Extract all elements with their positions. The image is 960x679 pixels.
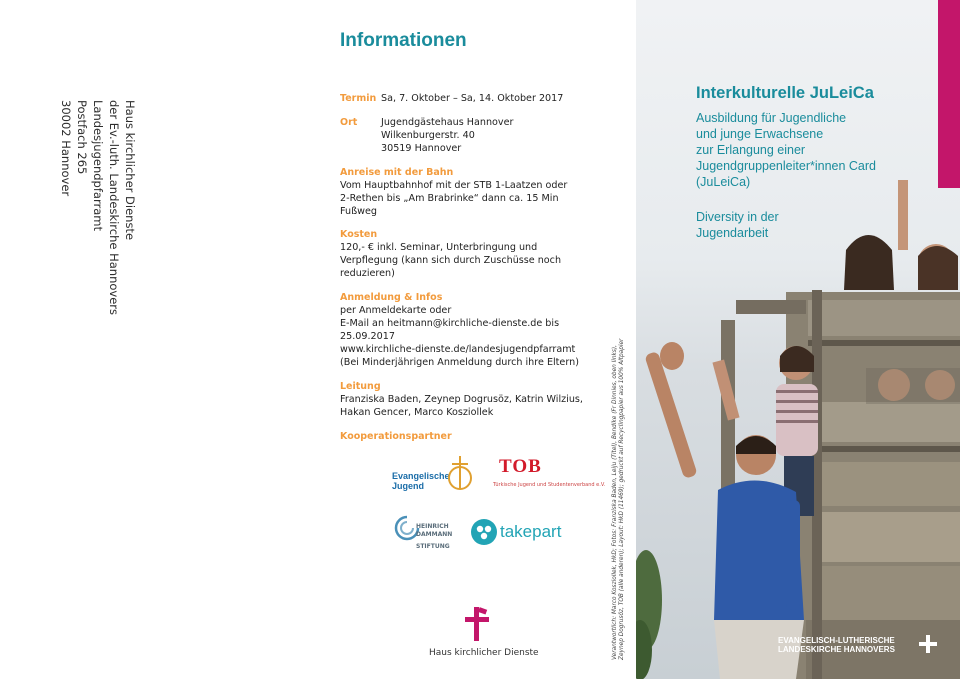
cover-subtitle (696, 110, 876, 190)
kosten-label: Kosten (340, 229, 378, 240)
anmeldung-line: per Anmeldekarte oder (340, 305, 452, 316)
ort-line: Jugendgästehaus Hannover (381, 117, 514, 128)
photo-credits (612, 320, 626, 660)
subtitle-line: und junge Erwachsene (696, 127, 824, 141)
heinrich-dammann-stiftung-logo (394, 513, 464, 555)
tob-text: TOB (499, 456, 542, 477)
anmeldung-line: www.kirchliche-dienste.de/landesjugendpfarramt (340, 344, 576, 355)
info-title: Informationen (340, 30, 467, 51)
credits-line: Verantwortlich: Marco Kosziollek, HkD; Fotos: Franziska Baden, Leiju (Titel), Bendike (Fr Dinnies, oben links), (612, 344, 618, 660)
kooperation-label: Kooperationspartner (340, 431, 452, 442)
ej-line-1: Evangelische (392, 471, 450, 481)
hkd-text: Haus kirchlicher Dienste (429, 648, 539, 658)
leitung-line: Franziska Baden, Zeynep Dogrusöz, Katrin Wilzius, (340, 394, 583, 405)
elk-line-2: LANDESKIRCHE HANNOVERS (778, 645, 895, 654)
anreise-text (340, 179, 567, 218)
anmeldung-line: (Bei Minderjährigen Anmeldung durch ihre Eltern) (340, 357, 579, 368)
cover-title: Interkulturelle JuLeiCa (696, 84, 874, 102)
ort-value (381, 116, 513, 155)
termin-value: Sa, 7. Oktober – Sa, 14. Oktober 2017 (381, 93, 564, 104)
anmeldung-line: E-Mail an heitmann@kirchliche-dienste.de bis (340, 318, 560, 329)
anmeldung-line: 25.09.2017 (340, 331, 395, 342)
cover-diversity (696, 209, 779, 241)
address-line: Postfach 265 (75, 100, 89, 175)
anreise-line: Fußweg (340, 206, 377, 217)
subtitle-line: Jugendgruppenleiter*innen Card (696, 159, 876, 173)
subtitle-line: zur Erlangung einer (696, 143, 806, 157)
anreise-line: Vom Hauptbahnhof mit der STB 1-Laatzen oder (340, 180, 568, 191)
ej-line-2: Jugend (392, 481, 425, 491)
landeskirche-cross-icon (918, 634, 938, 654)
evangelische-jugend-logo (392, 454, 482, 496)
elk-line-1: EVANGELISCH-LUTHERISCHE (778, 636, 895, 645)
takepart-logo (470, 518, 570, 548)
hbs-line-3: STIFTUNG (416, 543, 450, 550)
kosten-line: 120,- € inkl. Seminar, Unterbringung und (340, 242, 538, 253)
hbs-line-2: DAMMANN (416, 531, 453, 538)
anmeldung-label: Anmeldung & Infos (340, 292, 443, 303)
diversity-line: Diversity in der (696, 210, 779, 224)
hbs-line-1: HEINRICH (416, 523, 449, 530)
hkd-cross-icon (463, 605, 491, 643)
leitung-text (340, 393, 583, 419)
tob-subtitle: Türkische Jugend und Studentenverband e.V. (493, 482, 606, 488)
kosten-line: reduzieren) (340, 268, 395, 279)
address-line: Landesjugendpfarramt (91, 100, 105, 231)
magenta-accent-strip (938, 0, 960, 188)
kosten-line: Verpflegung (kann sich durch Zuschüsse noch (340, 255, 562, 266)
landeskirche-logo (778, 636, 895, 654)
address-panel (0, 0, 318, 679)
haus-kirchlicher-dienste-logo (419, 605, 539, 660)
ort-label: Ort (340, 117, 358, 128)
address-line: Haus kirchlicher Dienste (123, 100, 137, 241)
takepart-text: takepart (500, 522, 562, 541)
kosten-text (340, 241, 561, 280)
cross-globe-icon (446, 454, 474, 492)
tob-logo (493, 456, 606, 490)
address-line: 30002 Hannover (59, 100, 73, 197)
takepart-circle-icon (470, 518, 498, 546)
address-line: der Ev.-luth. Landeskirche Hannovers (107, 100, 121, 316)
diversity-line: Jugendarbeit (696, 226, 769, 240)
anmeldung-text (340, 304, 579, 369)
ort-line: 30519 Hannover (381, 143, 462, 154)
anreise-line: 2-Rethen bis „Am Brabrinke“ dann ca. 15 Min (340, 193, 559, 204)
termin-label: Termin (340, 93, 377, 104)
credits-line: Zeynep Dogrusöz, TOB (alle anderen); Layout: HkD (11469); gedruckt auf Recyclingpapier aus 100% Altpapier (619, 338, 625, 660)
sender-address (58, 100, 138, 316)
subtitle-line: Ausbildung für Jugendliche (696, 111, 847, 125)
ort-line: Wilkenburgerstr. 40 (381, 130, 475, 141)
leitung-label: Leitung (340, 381, 381, 392)
anreise-label: Anreise mit der Bahn (340, 167, 454, 178)
subtitle-line: (JuLeiCa) (696, 175, 751, 189)
leitung-line: Hakan Gencer, Marco Kosziollek (340, 407, 494, 418)
